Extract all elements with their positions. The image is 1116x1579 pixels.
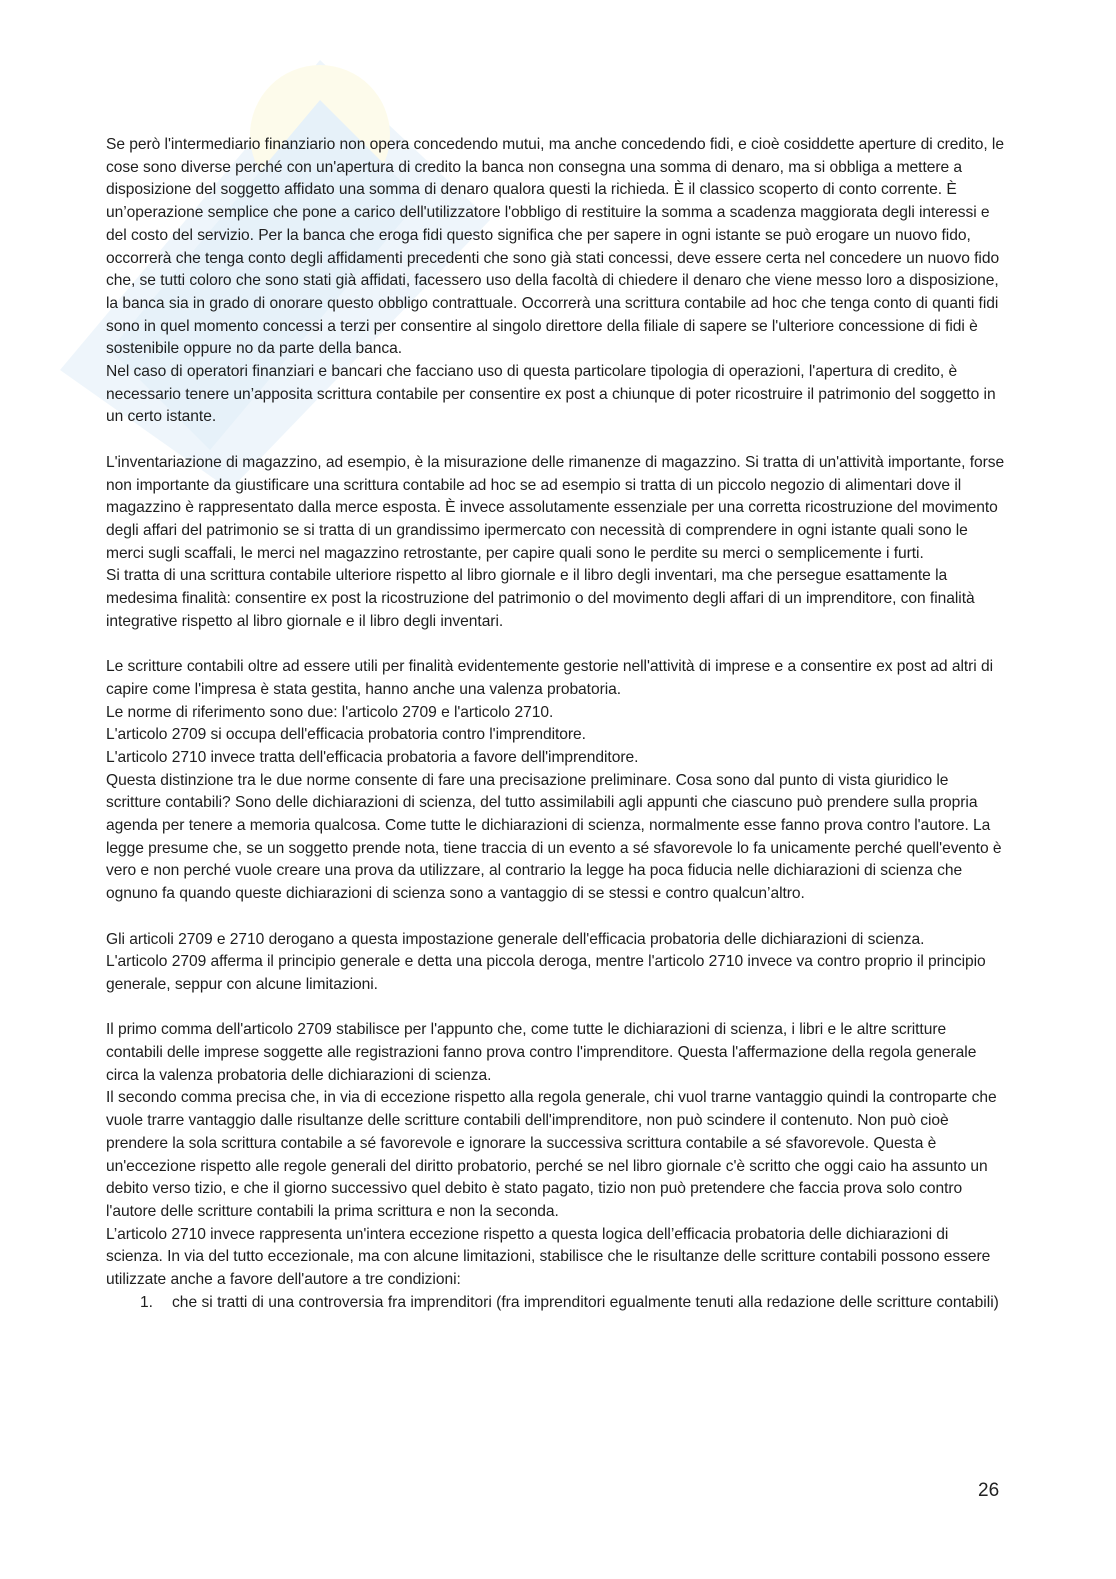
paragraph: Il primo comma dell'articolo 2709 stabilisce per l'appunto che, come tutte le dichiarazioni di scienza, i libri e le altre scritture contabili delle imprese soggette alle registrazioni fanno prova contro l'imprenditore. Questa l'affermazione della regola generale circa la valenza probatoria delle dichiarazioni di scienza. <box>106 1021 977 1084</box>
paragraph: Questa distinzione tra le due norme consente di fare una precisazione preliminare. Cosa sono dal punto di vista giuridico le scritture contabili? Sono delle dichiarazioni di scienza, del tutto assimilabili agli appunti che ciascuno può prendere sulla propria agenda per tenere a memoria qualcosa. Come tutte le dichiarazioni di scienza, normalmente esse fanno prova contro l'autore. La legge presume che, se un soggetto prende nota, tiene traccia di un evento a sé sfavorevole lo fa unicamente perché quell'evento è vero e non perché vuole creare una prova da utilizzare, al contrario la legge ha poca fiducia nelle dichiarazioni di scienza che ognuno fa quando queste dichiarazioni di scienza sono a vantaggio di se stessi e contro qualcun’altro. <box>106 771 1002 903</box>
paragraph: L'articolo 2710 invece tratta dell'efficacia probatoria a favore dell'imprenditore. <box>106 748 639 766</box>
conditions-list <box>106 1292 1006 1315</box>
paragraph: Nel caso di operatori finanziari e bancari che facciano uso di questa particolare tipologia di operazioni, l'apertura di credito, è necessario tenere un’apposita scrittura contabile per consentire ex post a chiunque di poter ricostruire il patrimonio del soggetto in un certo istante. <box>106 363 996 426</box>
list-item <box>106 1292 1006 1315</box>
page-number: 26 <box>978 1480 1000 1501</box>
list-item-text: che si tratti di una controversia fra imprenditori (fra imprenditori egualmente tenuti alla redazione delle scritture contabili) <box>172 1293 999 1311</box>
paragraph: L'inventariazione di magazzino, ad esempio, è la misurazione delle rimanenze di magazzino. Si tratta di un'attività importante, forse non importante da giustificare una scrittura contabile ad hoc se ad esempio si tratta di un piccolo negozio di alimentari dove il magazzino è rappresentato dalla merce esposta. È invece assolutamente essenziale per una corretta ricostruzione del movimento degli affari del patrimonio se si tratta di un grandissimo ipermercato con necessità di comprendere in ogni istante quali sono le merci sugli scaffali, le merci nel magazzino retrostante, per capire quali sono le perdite su merci o semplicemente i furti. <box>106 453 1005 562</box>
paragraph: Il secondo comma precisa che, in via di eccezione rispetto alla regola generale, chi vuol trarne vantaggio quindi la controparte che vuole trarre vantaggio dalle risultanze delle scritture contabili dell'imprenditore, non può scindere il contenuto. Non può cioè prendere la sola scrittura contabile a sé favorevole e ignorare la successiva scrittura contabile a sé sfavorevole. Questa è un'eccezione rispetto alle regole generali del diritto probatorio, perché se nel libro giornale c'è scritto che oggi caio ha assunto un debito verso tizio, e che il giorno successivo quel debito è stato pagato, tizio non può pretendere che faccia prova solo contro l'autore delle scritture contabili la prima scrittura e non la seconda. <box>106 1089 997 1220</box>
paragraph: L'articolo 2709 si occupa dell'efficacia probatoria contro l'imprenditore. <box>106 726 586 744</box>
paragraph: Le scritture contabili oltre ad essere utili per finalità evidentemente gestorie nell'attività di imprese e a consentire ex post ad altri di capire come l'impresa è stata gestita, hanno anche una valenza probatoria. <box>106 658 994 698</box>
paragraph: Gli articoli 2709 e 2710 derogano a questa impostazione generale dell'efficacia probatoria delle dichiarazioni di scienza. <box>106 930 925 948</box>
paragraph: Si tratta di una scrittura contabile ulteriore rispetto al libro giornale e il libro degli inventari, ma che persegue esattamente la medesima finalità: consentire ex post la ricostruzione del patrimonio o del movimento degli affari di un imprenditore, con finalità integrative rispetto al libro giornale e il libro degli inventari. <box>106 567 975 630</box>
paragraph: Le norme di riferimento sono due: l'articolo 2709 e l'articolo 2710. <box>106 703 554 721</box>
list-item-number: 1. <box>140 1293 154 1311</box>
document-body <box>106 134 1006 1315</box>
paragraph: L'articolo 2709 afferma il principio generale e detta una piccola deroga, mentre l'articolo 2710 invece va contro proprio il principio generale, seppur con alcune limitazioni. <box>106 953 986 993</box>
paragraph: Se però l'intermediario finanziario non opera concedendo mutui, ma anche concedendo fidi, e cioè cosiddette aperture di credito, le cose sono diverse perché con un'apertura di credito la banca non consegna una somma di denaro, ma si obbliga a mettere a disposizione del soggetto affidato una somma di denaro qualora questi la richieda. È il classico scoperto di conto corrente. È un’operazione semplice che pone a carico dell'utilizzatore l'obbligo di restituire la somma a scadenza maggiorata degli interessi e del costo del servizio. Per la banca che eroga fidi questo significa che per sapere in ogni istante se può erogare un nuovo fido, occorrerà che tenga conto degli affidamenti precedenti che sono già stati concessi, deve essere certa nel concedere un nuovo fido che, se tutti coloro che sono stati già affidati, facessero uso della facoltà di chiedere il denaro che viene messo loro a disposizione, la banca sia in grado di onorare questo obbligo contrattuale. Occorrerà una scrittura contabile ad hoc che tenga conto di quanti fidi sono in quel momento concessi a terzi per consentire al singolo direttore della filiale di sapere se l'ulteriore concessione di fidi è sostenibile oppure no da parte della banca. <box>106 136 1004 358</box>
paragraph: L’articolo 2710 invece rappresenta un'intera eccezione rispetto a questa logica dell’efficacia probatoria delle dichiarazioni di scienza. In via del tutto eccezionale, ma con alcune limitazioni, stabilisce che le risultanze delle scritture contabili possono essere utilizzate anche a favore dell'autore a tre condizioni: <box>106 1225 991 1289</box>
